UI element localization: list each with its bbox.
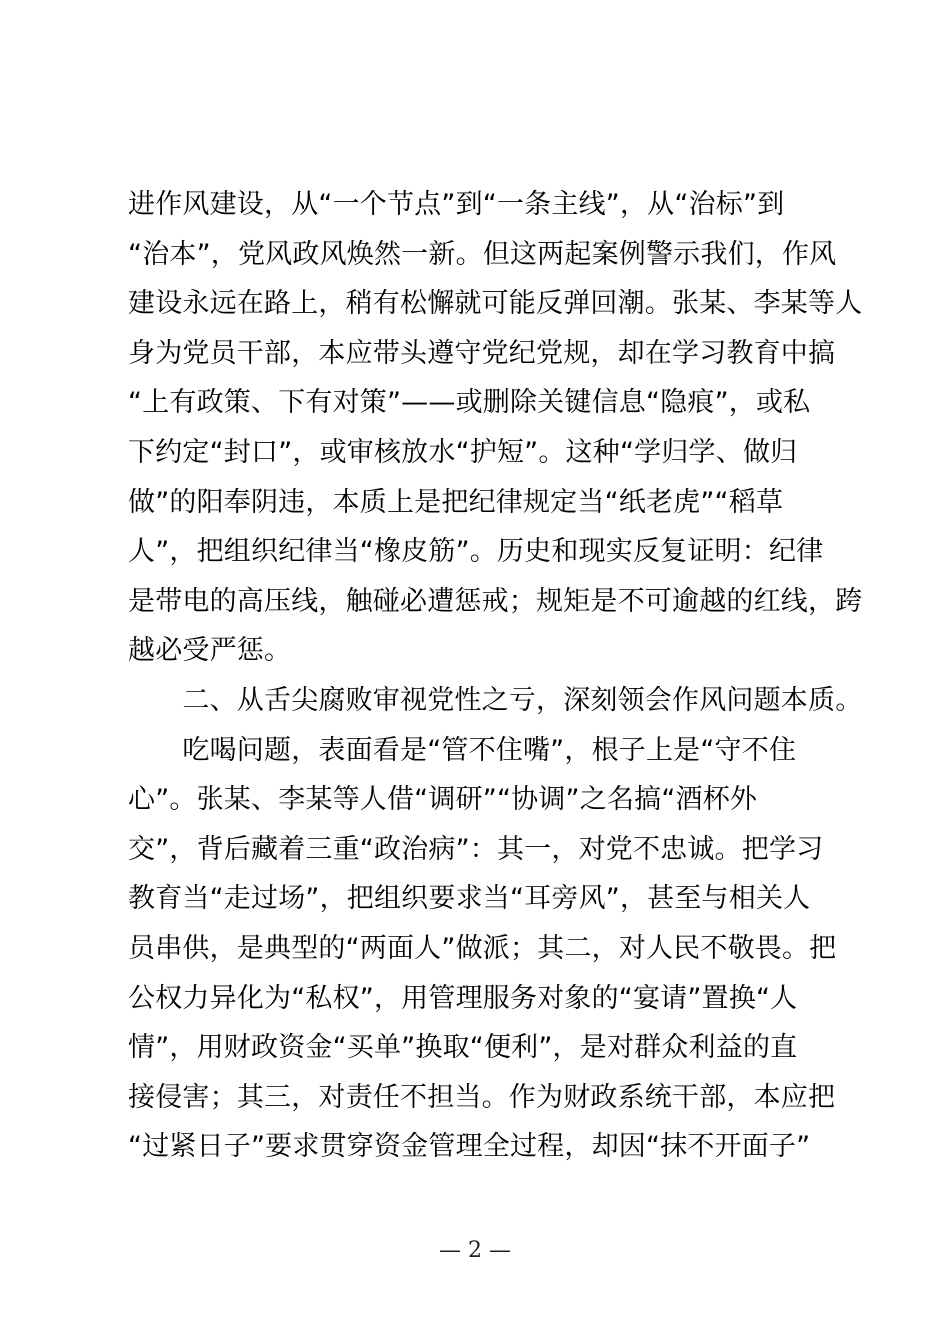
text-line: “上有政策、下有对策”——或删除关键信息“隐痕”，或私	[128, 387, 811, 419]
text-line: 交”，背后藏着三重“政治病”：其一，对党不忠诚。把学习	[128, 833, 824, 865]
text-line: 身为党员干部，本应带头遵守党纪党规，却在学习教育中搞	[128, 337, 836, 369]
text-line: 下约定“封口”，或审核放水“护短”。这种“学归学、做归	[128, 436, 798, 468]
text-line: 心”。张某、李某等人借“调研”“协调”之名搞“酒杯外	[128, 784, 758, 816]
section-heading: 二、从舌尖腐败审视党性之亏，深刻领会作风问题本质。	[128, 684, 863, 716]
text-line: 员串供，是典型的“两面人”做派；其二，对人民不敬畏。把	[128, 932, 837, 964]
text-line: “过紧日子”要求贯穿资金管理全过程，却因“抹不开面子”	[128, 1131, 811, 1163]
text-line: 是带电的高压线，触碰必遭惩戒；规矩是不可逾越的红线，跨	[128, 585, 863, 617]
document-body	[128, 180, 863, 1172]
text-line: “治本”，党风政风焕然一新。但这两起案例警示我们，作风	[128, 238, 837, 270]
text-line: 教育当“走过场”，把组织要求当“耳旁风”，甚至与相关人	[128, 883, 811, 915]
text-line: 人”，把组织纪律当“橡皮筋”。历史和现实反复证明：纪律	[128, 536, 824, 568]
text-line: 越必受严惩。	[128, 635, 292, 667]
text-line: 情”，用财政资金“买单”换取“便利”，是对群众利益的直	[128, 1032, 798, 1064]
text-line: 接侵害；其三，对责任不担当。作为财政系统干部，本应把	[128, 1081, 836, 1113]
text-line: 建设永远在路上，稍有松懈就可能反弹回潮。张某、李某等人	[128, 288, 863, 320]
text-line: 做”的阳奉阴违，本质上是把纪律规定当“纸老虎”“稻草	[128, 486, 784, 518]
text-line: 公权力异化为“私权”，用管理服务对象的“宴请”置换“人	[128, 982, 798, 1014]
text-line: 吃喝问题，表面看是“管不住嘴”，根子上是“守不住	[128, 734, 797, 766]
text-line: 进作风建设，从“一个节点”到“一条主线”，从“治标”到	[128, 189, 785, 220]
page-number: — 2 —	[439, 1238, 511, 1263]
